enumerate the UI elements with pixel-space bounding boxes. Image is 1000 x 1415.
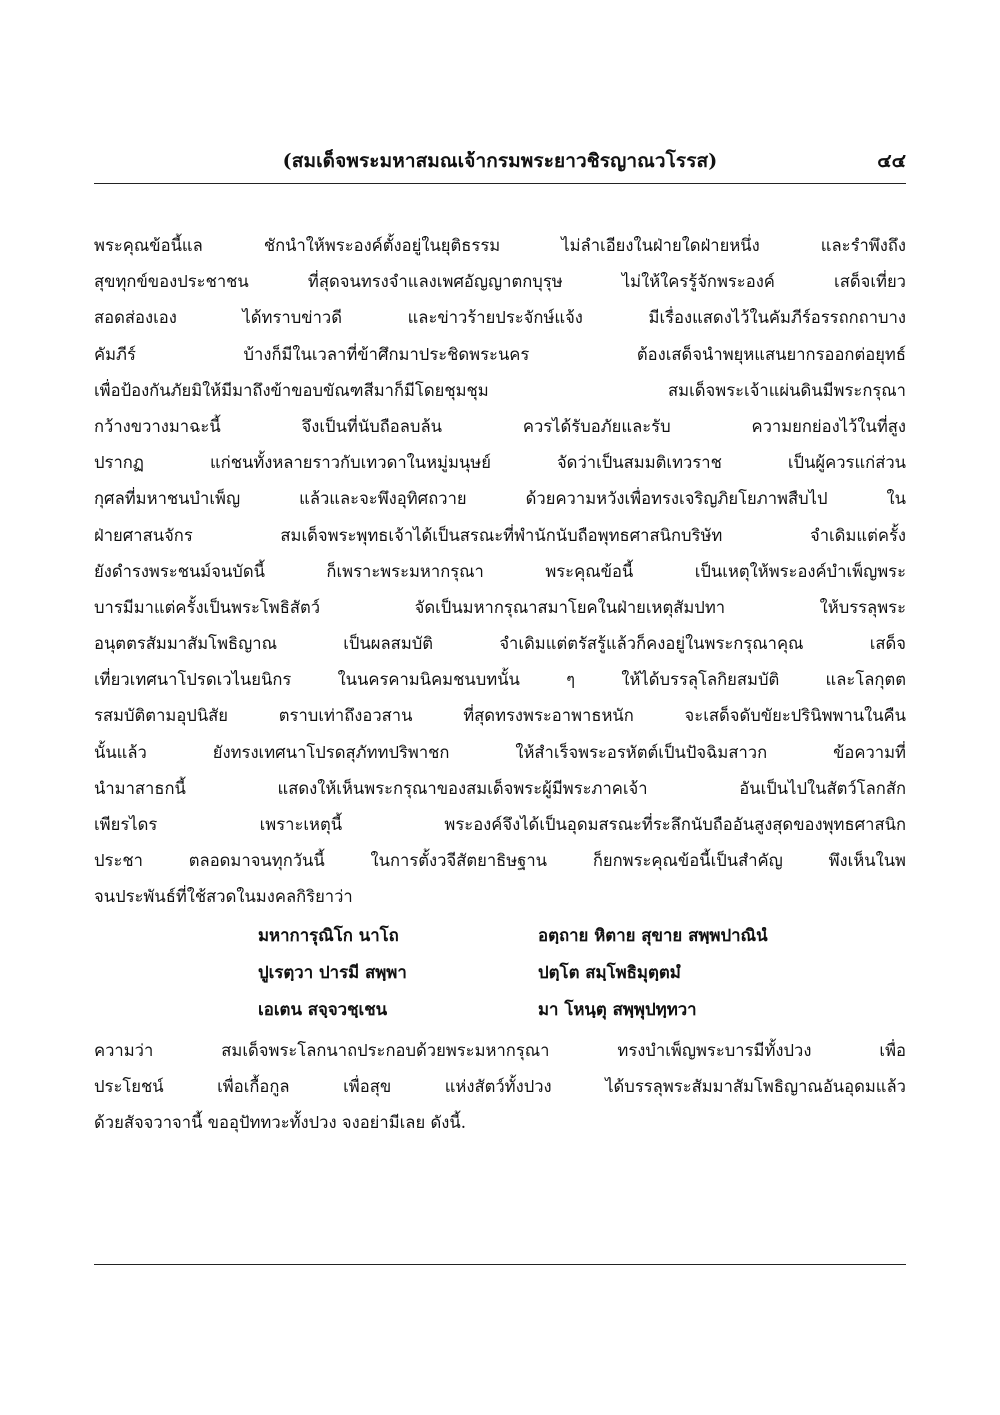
page-number: ๔๔ xyxy=(877,150,906,172)
verse-left: ปูเรตฺวา ปารมี สพฺพา xyxy=(258,962,407,982)
body-line: กว้างขวางมาฉะนี้ จึงเป็นที่นับถือลบล้น ควรได้รับอภัยและรับ ความยกย่องไว้ในที่สูง xyxy=(94,416,906,436)
translation-line: ด้วยสัจจวาจานี้ ขออุปัททวะทั้งปวง จงอย่ามีเลย ดังนี้. xyxy=(94,1113,466,1133)
translation-line: ประโยชน์ เพื่อเกื้อกูล เพื่อสุข แห่งสัตว์ทั้งปวง ได้บรรลุพระสัมมาสัมโพธิญาณอันอุดมแล้ว xyxy=(94,1077,906,1097)
body-line: อนุตตรสัมมาสัมโพธิญาณ เป็นผลสมบัติ จำเดิมแต่ตรัสรู้แล้วก็คงอยู่ในพระกรุณาคุณ เสด็จ xyxy=(94,634,906,654)
body-line: เพื่อป้องกันภัยมิให้มีมาถึงข้าขอบขัณฑสีมาก็มีโดยชุมชุม สมเด็จพระเจ้าแผ่นดินมีพระกรุณา xyxy=(94,380,906,400)
page-header xyxy=(94,142,906,182)
verse-right: อตฺถาย หิตาย สุขาย สพฺพปาณินํ xyxy=(538,925,768,945)
pali-verse xyxy=(258,917,908,1028)
verse-left: มหาการุณิโก นาโถ xyxy=(258,925,399,945)
verse-right: มา โหนฺตุ สพฺพุปทฺทวา xyxy=(538,999,697,1019)
verse-row xyxy=(258,917,908,954)
body-line: รสมบัติตามอุปนิสัย ตราบเท่าถึงอวสาน ที่สุดทรงพระอาพาธหนัก จะเสด็จดับขัยะปรินิพพานในคืน xyxy=(94,706,906,726)
body-line: เที่ยวเทศนาโปรดเวไนยนิกร ในนครคามนิคมชนบทนั้น ๆ ให้ได้บรรลุโลกิยสมบัติ และโลกุตต xyxy=(94,670,906,690)
body-line: บารมีมาแต่ครั้งเป็นพระโพธิสัตว์ จัดเป็นมหากรุณาสมาโยคในฝ่ายเหตุสัมปทา ให้บรรลุพระ xyxy=(94,597,906,617)
body-line: นั้นแล้ว ยังทรงเทศนาโปรดสุภัททปริพาชก ให้สำเร็จพระอรหัตต์เป็นปัจฉิมสาวก ข้อความที่ xyxy=(94,742,906,762)
body-line: กุศลที่มหาชนบำเพ็ญ แล้วและจะพึงอุทิศถวาย ด้วยความหวังเพื่อทรงเจริญภิยโยภาพสืบไป ใน xyxy=(94,489,906,509)
verse-left: เอเตน สจฺจวชฺเชน xyxy=(258,999,388,1019)
body-line: สอดส่องเอง ได้ทราบข่าวดี และข่าวร้ายประจักษ์แจ้ง มีเรื่องแสดงไว้ในคัมภีร์อรรถกถาบาง xyxy=(94,308,906,328)
body-line: ปรากฏ แก่ชนทั้งหลายราวกับเทวดาในหมู่มนุษย์ จัดว่าเป็นสมมติเทวราช เป็นผู้ควรแก่ส่วน xyxy=(94,453,906,473)
body-text xyxy=(94,228,906,916)
body-line: คัมภีร์ บ้างก็มีในเวลาที่ข้าศึกมาประชิดพระนคร ต้องเสด็จนำพยุหแสนยากรออกต่อยุทธ์ xyxy=(94,344,906,364)
header-title: (สมเด็จพระมหาสมณเจ้ากรมพระยาวชิรญาณวโรรส) xyxy=(282,150,718,172)
body-line: สุขทุกข์ของประชาชน ที่สุดจนทรงจำแลงเพศอัญญาตกบุรุษ ไม่ให้ใครรู้จักพระองค์ เสด็จเที่ยว xyxy=(94,272,906,292)
translation-line: ความว่า สมเด็จพระโลกนาถประกอบด้วยพระมหากรุณา ทรงบำเพ็ญพระบารมีทั้งปวง เพื่อ xyxy=(94,1041,906,1060)
body-line: เพียรไดร เพราะเหตุนี้ พระองค์จึงได้เป็นอุดมสรณะที่ระลึกนับถืออันสูงสุดของพุทธศาสนิก xyxy=(94,815,906,834)
verse-row xyxy=(258,991,908,1028)
header-rule xyxy=(94,183,906,184)
body-line: นำมาสาธกนี้ แสดงให้เห็นพระกรุณาของสมเด็จพระผู้มีพระภาคเจ้า อันเป็นไปในสัตว์โลกสัก xyxy=(94,778,906,798)
body-line: จนประพันธ์ที่ใช้สวดในมงคลกิริยาว่า xyxy=(94,887,353,907)
translation-text xyxy=(94,1033,906,1142)
body-line: ประชา ตลอดมาจนทุกวันนี้ ในการตั้งวจีสัตยาธิษฐาน ก็ยกพระคุณข้อนี้เป็นสำคัญ พึงเห็นในพ xyxy=(94,851,906,871)
body-line: พระคุณข้อนี้แล ชักนำให้พระองค์ตั้งอยู่ในยุติธรรม ไม่ลำเอียงในฝ่ายใดฝ่ายหนึ่ง และรำพึงถึง xyxy=(94,236,906,255)
verse-row xyxy=(258,954,908,991)
footer-rule xyxy=(94,1264,906,1265)
body-line: ยังดำรงพระชนม์จนบัดนี้ ก็เพราะพระมหากรุณา พระคุณข้อนี้ เป็นเหตุให้พระองค์บำเพ็ญพระ xyxy=(94,561,906,581)
body-line: ฝ่ายศาสนจักร สมเด็จพระพุทธเจ้าได้เป็นสรณะที่พำนักนับถือพุทธศาสนิกบริษัท จำเดิมแต่ครั้ง xyxy=(94,525,906,545)
verse-right: ปตฺโต สมฺโพธิมุตฺตมํ xyxy=(538,962,681,982)
